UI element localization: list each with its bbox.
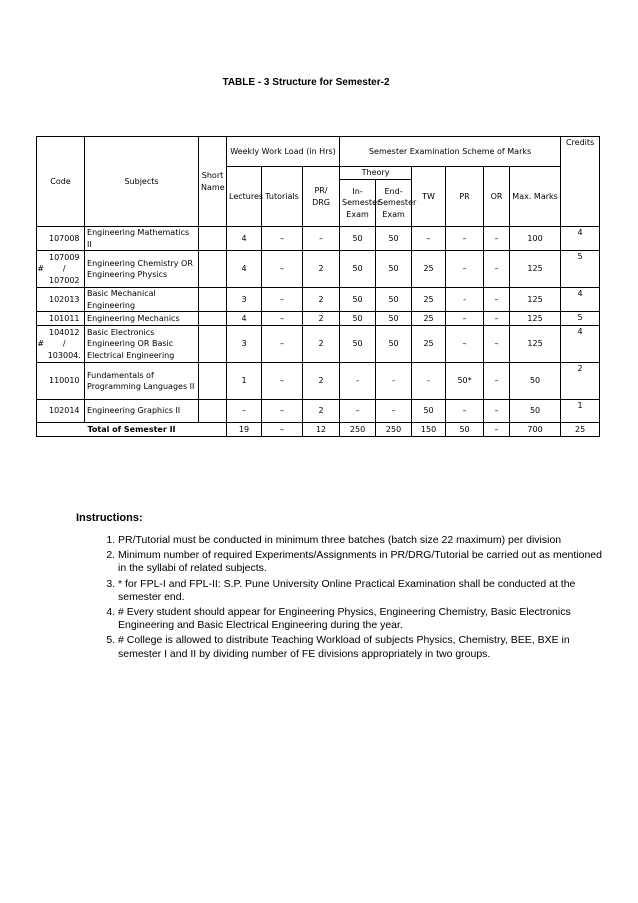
cell-in-sem: 50 [340,326,376,363]
cell-end-sem: 50 [376,251,412,288]
header-pr: PR [446,167,484,227]
total-row [37,423,600,437]
cell-tw: 25 [412,326,446,363]
group-marker: # [37,326,45,363]
cell-end-sem: 50 [376,326,412,363]
short-name-cell [199,288,227,312]
group-marker [37,400,45,423]
header-tutorials: Tutorials [262,167,303,227]
short-name-cell [199,363,227,400]
table-row [37,227,600,251]
group-marker [37,312,45,326]
cell-lec: 1 [227,363,262,400]
cell-tut: – [262,227,303,251]
cell-tw: 50 [412,400,446,423]
cell-max: 100 [510,227,561,251]
cell-lec: – [227,400,262,423]
table-row [37,251,600,288]
table-row [37,326,600,363]
cell-tw: - [412,363,446,400]
cell-credits: 5 [561,312,600,326]
header-theory: Theory [340,167,412,180]
cell-tw: – [412,227,446,251]
cell-end-sem: 50 [376,227,412,251]
cell-pr-drg: – [303,227,340,251]
cell-max: 50 [510,400,561,423]
header-short-name: Short Name [199,137,227,227]
cell-credits: 2 [561,363,600,400]
cell-lec: 3 [227,326,262,363]
cell-credits: 4 [561,288,600,312]
instruction-item: 4. # Every student should appear for Engineering Physics, Engineering Chemistry, Basic Electronics Engineering and Basic Electrical Engineering during the year. [118,606,608,632]
cell-or: – [484,288,510,312]
cell-tut: – [262,288,303,312]
cell-tut: – [262,251,303,288]
cell-or: – [484,400,510,423]
instruction-item: 2. Minimum number of required Experiments/Assignments in PR/DRG/Tutorial be carried out as mentioned in the syllabi of related subjects. [118,549,608,575]
total-max: 700 [510,423,561,437]
cell-pr: – [446,400,484,423]
group-marker: # [37,251,45,288]
cell-end-sem: – [376,400,412,423]
header-credits: Credits [561,137,600,227]
instruction-item: 5. # College is allowed to distribute Teaching Workload of subjects Physics, Chemistry, BEE, BXE in semester I and II by dividing number of FE divisions appropriately in two groups. [118,634,608,660]
cell-or: – [484,251,510,288]
header-or: OR [484,167,510,227]
cell-pr-drg: 2 [303,326,340,363]
table-title: TABLE - 3 Structure for Semester-2 [222,77,390,88]
cell-pr: – [446,326,484,363]
short-name-cell [199,227,227,251]
subject-name: Basic Mechanical Engineering [85,288,199,312]
cell-pr: – [446,312,484,326]
header-weekly-load: Weekly Work Load (in Hrs) [227,137,340,167]
cell-end-sem: 50 [376,288,412,312]
cell-credits: 4 [561,326,600,363]
instruction-item: 1. PR/Tutorial must be conducted in minimum three batches (batch size 22 maximum) per division [118,534,608,547]
cell-tw: 25 [412,312,446,326]
subject-code: 110010 [45,363,85,400]
short-name-cell [199,312,227,326]
cell-max: 125 [510,288,561,312]
cell-lec: 4 [227,251,262,288]
cell-end-sem: - [376,363,412,400]
cell-credits: 5 [561,251,600,288]
subject-code: 101011 [45,312,85,326]
total-or: – [484,423,510,437]
total-end-sem: 250 [376,423,412,437]
group-marker [37,363,45,400]
header-end-semester: End- Semester Exam [376,180,412,227]
cell-pr-drg: 2 [303,363,340,400]
cell-end-sem: 50 [376,312,412,326]
subject-code: 107009 / 107002 [45,251,85,288]
group-marker [37,288,45,312]
cell-lec: 4 [227,312,262,326]
short-name-cell [199,251,227,288]
cell-tut: – [262,363,303,400]
subject-code: 104012 / 103004. [45,326,85,363]
instructions-list [72,534,608,663]
subject-name: Engineering Graphics II [85,400,199,423]
cell-pr-drg: 2 [303,251,340,288]
cell-tut: – [262,400,303,423]
header-pr-drg: PR/ DRG [303,167,340,227]
total-tut: – [262,423,303,437]
cell-or: – [484,326,510,363]
cell-or: – [484,312,510,326]
cell-in-sem: 50 [340,312,376,326]
cell-tut: – [262,326,303,363]
subject-name: Fundamentals of Programming Languages II [85,363,199,400]
cell-max: 50 [510,363,561,400]
group-marker [37,227,45,251]
cell-in-sem: - [340,363,376,400]
subject-code: 107008 [45,227,85,251]
table-row [37,363,600,400]
header-code: Code [37,137,85,227]
cell-or: – [484,363,510,400]
header-subjects: Subjects [85,137,199,227]
cell-pr-drg: 2 [303,312,340,326]
cell-pr-drg: 2 [303,400,340,423]
cell-pr: – [446,227,484,251]
total-lec: 19 [227,423,262,437]
header-tw: TW [412,167,446,227]
subject-code: 102013 [45,288,85,312]
cell-max: 125 [510,312,561,326]
header-exam-scheme: Semester Examination Scheme of Marks [340,137,561,167]
subject-name: Engineering Chemistry OR Engineering Physics [85,251,199,288]
instruction-item: 3. * for FPL-I and FPL-II: S.P. Pune University Online Practical Examination shall be conducted at the semester end. [118,578,608,604]
cell-in-sem: 50 [340,227,376,251]
table-row [37,312,600,326]
cell-pr: - [446,288,484,312]
header-in-semester: In- Semester Exam [340,180,376,227]
cell-in-sem: 50 [340,251,376,288]
subject-name: Engineering Mathematics II [85,227,199,251]
table-row [37,400,600,423]
total-credits: 25 [561,423,600,437]
total-pr-drg: 12 [303,423,340,437]
subject-name: Basic Electronics Engineering OR Basic Electrical Engineering [85,326,199,363]
cell-credits: 1 [561,400,600,423]
cell-lec: 4 [227,227,262,251]
cell-tut: – [262,312,303,326]
instructions-heading: Instructions: [76,512,143,524]
cell-or: – [484,227,510,251]
header-max-marks: Max. Marks [510,167,561,227]
cell-max: 125 [510,251,561,288]
header-lectures: Lectures [227,167,262,227]
short-name-cell [199,400,227,423]
subject-name: Engineering Mechanics [85,312,199,326]
total-in-sem: 250 [340,423,376,437]
cell-credits: 4 [561,227,600,251]
cell-in-sem: 50 [340,288,376,312]
cell-max: 125 [510,326,561,363]
cell-tw: 25 [412,288,446,312]
cell-pr: 50* [446,363,484,400]
short-name-cell [199,326,227,363]
total-pr: 50 [446,423,484,437]
cell-lec: 3 [227,288,262,312]
semester-structure-table [36,136,600,437]
total-tw: 150 [412,423,446,437]
header-row-1 [37,137,600,167]
cell-pr-drg: 2 [303,288,340,312]
cell-pr: – [446,251,484,288]
subject-code: 102014 [45,400,85,423]
table-row [37,288,600,312]
cell-in-sem: – [340,400,376,423]
total-label: Total of Semester II [37,423,227,437]
cell-tw: 25 [412,251,446,288]
